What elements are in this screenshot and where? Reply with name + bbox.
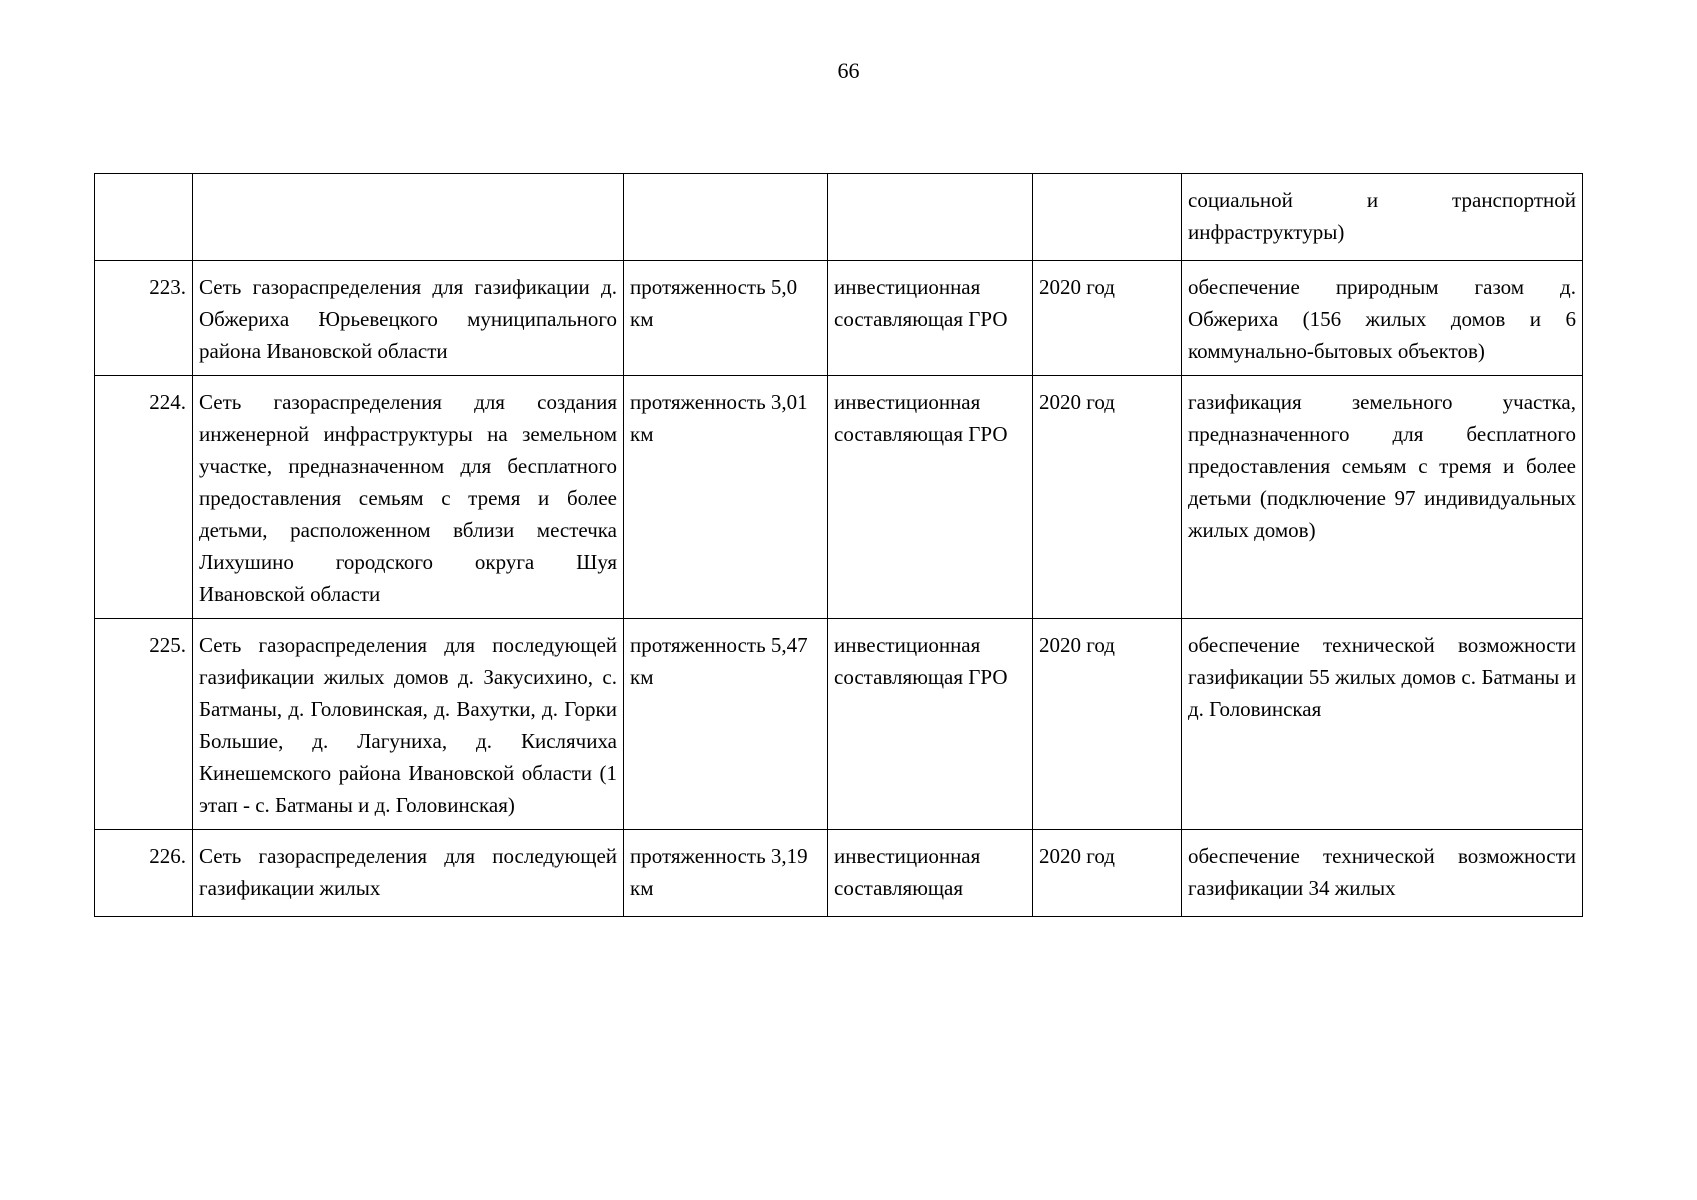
purpose-cell: обеспечение природным газом д. Обжериха (156 жилых домов и 6 коммунально-бытовых объектов) [1182, 261, 1583, 376]
table-row [95, 174, 1583, 261]
capacity-cell: протяженность 5,0 км [624, 261, 828, 376]
row-number-cell: 223. [95, 261, 193, 376]
funding-source-cell [828, 174, 1033, 261]
table-row [95, 830, 1583, 917]
funding-source-cell: инвестиционная составляющая ГРО [828, 261, 1033, 376]
purpose-cell: социальной и транспортной инфраструктуры) [1182, 174, 1583, 261]
object-name-cell: Сеть газораспределения для последующей газификации жилых [193, 830, 624, 917]
table-row [95, 619, 1583, 830]
row-number-cell: 225. [95, 619, 193, 830]
funding-source-cell: инвестиционная составляющая [828, 830, 1033, 917]
infrastructure-table [94, 173, 1583, 917]
year-cell: 2020 год [1033, 376, 1182, 619]
year-cell: 2020 год [1033, 619, 1182, 830]
year-cell: 2020 год [1033, 830, 1182, 917]
table-row [95, 376, 1583, 619]
year-cell [1033, 174, 1182, 261]
page-number: 66 [837, 58, 860, 83]
purpose-cell: обеспечение технической возможности газификации 55 жилых домов с. Батманы и д. Головинская [1182, 619, 1583, 830]
funding-source-cell: инвестиционная составляющая ГРО [828, 376, 1033, 619]
purpose-cell: обеспечение технической возможности газификации 34 жилых [1182, 830, 1583, 917]
capacity-cell: протяженность 3,19 км [624, 830, 828, 917]
table-row [95, 261, 1583, 376]
object-name-cell [193, 174, 624, 261]
purpose-cell: газификация земельного участка, предназначенного для бесплатного предоставления семьям с тремя и более детьми (подключение 97 индивидуальных жилых домов) [1182, 376, 1583, 619]
capacity-cell: протяженность 5,47 км [624, 619, 828, 830]
capacity-cell: протяженность 3,01 км [624, 376, 828, 619]
capacity-cell [624, 174, 828, 261]
object-name-cell: Сеть газораспределения для создания инженерной инфраструктуры на земельном участке, предназначенном для бесплатного предоставления семьям с тремя и более детьми, расположенном вблизи местечка Лихушино городского округа Шуя Ивановской области [193, 376, 624, 619]
year-cell: 2020 год [1033, 261, 1182, 376]
funding-source-cell: инвестиционная составляющая ГРО [828, 619, 1033, 830]
object-name-cell: Сеть газораспределения для газификации д. Обжериха Юрьевецкого муниципального района Ивановской области [193, 261, 624, 376]
row-number-cell [95, 174, 193, 261]
row-number-cell: 224. [95, 376, 193, 619]
object-name-cell: Сеть газораспределения для последующей газификации жилых домов д. Закусихино, с. Батманы, д. Головинская, д. Вахутки, д. Горки Большие, д. Лагуниха, д. Кислячиха Кинешемского района Ивановской области (1 этап - с. Батманы и д. Головинская) [193, 619, 624, 830]
row-number-cell: 226. [95, 830, 193, 917]
